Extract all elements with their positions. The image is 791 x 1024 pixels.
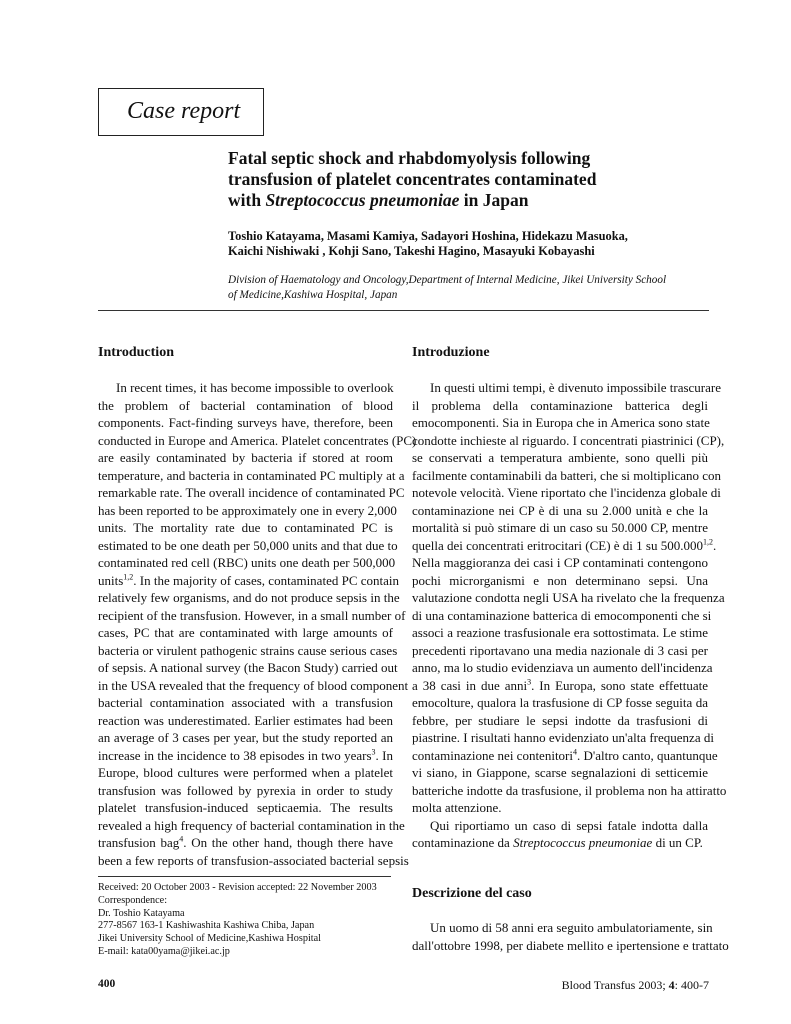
text-line: In questi ultimi tempi, è divenuto impossibile trascurare [430, 380, 721, 395]
author-line: Kaichi Nishiwaki , Kohji Sano, Takeshi Hagino, Masayuki Kobayashi [228, 244, 595, 258]
text-line: valutazione condotta negli USA ha rivelato che la frequenza [412, 590, 725, 605]
text-line: il problema della contaminazione batterica degli [412, 397, 708, 413]
text-line: in the USA revealed that the frequency of blood component [98, 677, 409, 693]
text-line: contaminazione nei contenitori$^4$. D'altro canto, quantunque [412, 747, 718, 763]
text-line: increase in the incidence to 38 episodes in two years$^3$. In [98, 747, 393, 763]
page-number: 400 [98, 978, 116, 990]
title-line: with Streptococcus pneumoniae in Japan [228, 190, 529, 210]
correspondence-footnote [98, 882, 398, 959]
text-line: emocolture, qualora la trasfusione di CP fosse seguita da [412, 695, 708, 710]
text-line: has been reported to be approximately one in every 2,000 [98, 502, 397, 518]
organism-name: Streptococcus pneumoniae [513, 835, 653, 850]
text-line: bacteria or virulent pathogenic strains cause serious cases [98, 642, 398, 658]
text-line: a 38 casi in due anni$^3$. In Europa, sono state effettuate [412, 677, 708, 693]
text-line: Qui riportiamo un caso di sepsi fatale indotta dalla [430, 817, 708, 833]
text-line: are easily contaminated by bacteria if stored at room [98, 450, 393, 465]
case-report-label: Case report [127, 98, 241, 124]
text-line: contaminazione nei CP è di una su 2.000 unità e che la [412, 502, 708, 518]
text-line: notevole velocità. Viene riportato che l'incidenza globale di [412, 485, 721, 500]
text-line: bacterial contamination associated with a transfusion [98, 695, 393, 710]
title-line: Fatal septic shock and rhabdomyolysis following [228, 148, 591, 168]
text-line: components. Fact-finding surveys have, therefore, been [98, 415, 393, 430]
text-line: the problem of bacterial contamination of blood [98, 397, 393, 413]
text-line: batteriche indotte da trasfusione, il problema non ha attiratto [412, 782, 727, 798]
text-line: platelet transfusion-induced septicaemia. The results [98, 800, 393, 815]
text-line: vi siano, in Giappone, scarse segnalazioni di setticemie [412, 765, 708, 780]
section-heading-case-description: Descrizione del caso [412, 886, 532, 901]
text-line: revealed a high frequency of bacterial contamination in the [98, 817, 405, 833]
citation-ref: 3 [527, 677, 532, 687]
text-line: quella dei concentrati eritrocitari (CE) è di 1 su 500.000$^{1,2}$. [412, 537, 717, 553]
text-line: febbre, per studiare le sepsi indotte da trasfusioni di [412, 712, 708, 728]
text-line: estimated to be one death per 50,000 units and that due to [98, 537, 398, 553]
text-line: se conservati a temperatura ambiente, sono quelli più [412, 450, 708, 465]
text-line: associ a reazione trasfusionale era sottostimata. Le stime [412, 625, 708, 640]
citation-ref: 4 [573, 747, 577, 757]
article-title [228, 148, 648, 211]
text-line: pochi microrganismi e non determinano sepsi. Una [412, 572, 708, 588]
author-list [228, 229, 668, 259]
affiliation-line: Division of Haematology and Oncology,Department of Internal Medicine, Jikei University School [228, 274, 667, 286]
italian-introduction-text [412, 379, 727, 852]
text-line: recipient of the transfusion. However, in a small number of [98, 607, 406, 623]
text-line: relatively few organisms, and do not produce sepsis in the [98, 590, 400, 605]
text-line: facilmente contaminabili da batteri, che si moltiplicano con [412, 467, 722, 483]
text-line: condotte inchieste al riguardo. I concentrati piastrinici (CP), [412, 432, 725, 448]
affiliation-line: of Medicine,Kashiwa Hospital, Japan [228, 289, 398, 301]
text-line: conducted in Europe and America. Platelet concentrates (PC) [98, 432, 417, 448]
header-divider [98, 310, 709, 311]
author-line: Toshio Katayama, Masami Kamiya, Sadayori Hoshina, Hidekazu Masuoka, [228, 229, 628, 243]
text-line: units$^{1,2}$. In the majority of cases, contaminated PC contain [98, 572, 400, 588]
footnote-line: Correspondence: [98, 894, 168, 906]
citation-ref: 3 [371, 747, 376, 757]
section-heading-introduction: Introduction [98, 345, 174, 360]
text-line: emocomponenti. Sia in Europa che in America sono state [412, 415, 710, 430]
text-line: precedenti riportavano una media nazionale di 3 casi per [412, 642, 708, 658]
text-line: remarkable rate. The overall incidence of contaminated PC [98, 485, 405, 500]
text-line: an average of 3 cases per year, but the study reported an [98, 730, 393, 745]
title-line: transfusion of platelet concentrates contaminated [228, 169, 597, 189]
text-line: dall'ottobre 1998, per diabete mellito e ipertensione e trattato [412, 937, 729, 953]
citation-ref: 1,2 [702, 537, 713, 547]
text-line: Un uomo di 58 anni era seguito ambulatoriamente, sin [430, 920, 713, 935]
text-line: been a few reports of transfusion-associated bacterial sepsis [98, 852, 409, 868]
case-description-text [412, 919, 729, 954]
text-line: anno, ma lo studio evidenziava un aumento dell'incidenza [412, 660, 713, 675]
footnote-divider [98, 876, 391, 877]
footnote-line: Jikei University School of Medicine,Kashiwa Hospital [98, 933, 321, 945]
text-line: Nella maggioranza dei casi i CP contaminati contengono [412, 555, 708, 570]
title-organism: Streptococcus pneumoniae [265, 190, 460, 210]
affiliation [228, 273, 698, 303]
text-line: contaminated red cell (RBC) units one death per 500,000 [98, 555, 396, 570]
footnote-line: Dr. Toshio Katayama [98, 907, 185, 919]
text-line: contaminazione da Streptococcus pneumoniae di un CP. [412, 835, 703, 850]
text-line: mortalità si può stimare di un caso su 50.000 CP, mentre [412, 520, 708, 535]
text-line: molta attenzione. [412, 800, 502, 815]
footnote-line: Received: 20 October 2003 - Revision accepted: 22 November 2003 [98, 882, 377, 893]
text-line: reaction was underestimated. Earlier estimates had been [98, 712, 393, 728]
text-line: transfusion bag$^4$. On the other hand, though there have [98, 834, 394, 850]
section-heading-introduzione: Introduzione [412, 345, 490, 360]
text-line: transfusion was followed by pyrexia in order to study [98, 782, 393, 798]
text-line: of sepsis. A national survey (the Bacon Study) carried out [98, 660, 398, 675]
citation-ref: 4 [179, 834, 184, 844]
citation-ref: 1,2 [123, 572, 134, 582]
text-line: temperature, and bacteria in contaminated PC multiply at a [98, 467, 405, 483]
text-line: Europe, blood cultures were performed when a platelet [98, 765, 393, 780]
footnote-line: 277-8567 163-1 Kashiwashita Kashiwa Chiba, Japan [98, 920, 315, 932]
text-line: di una contaminazione batterica di emocomponenti che si [412, 607, 712, 623]
text-line: cases, PC that are contaminated with large amounts of [98, 625, 393, 640]
footnote-email: E-mail: kata00yama@jikei.ac.jp [98, 945, 230, 957]
journal-citation: Blood Transfus 2003; 4: 400-7 [561, 978, 709, 992]
text-line: units. The mortality rate due to contaminated PC is [98, 520, 393, 535]
case-report-box [98, 88, 264, 136]
english-introduction-text [98, 379, 417, 869]
text-line: piastrine. I risultati hanno evidenziato un'alta frequenza di [412, 730, 714, 745]
text-line: In recent times, it has become impossible to overlook [116, 380, 394, 395]
